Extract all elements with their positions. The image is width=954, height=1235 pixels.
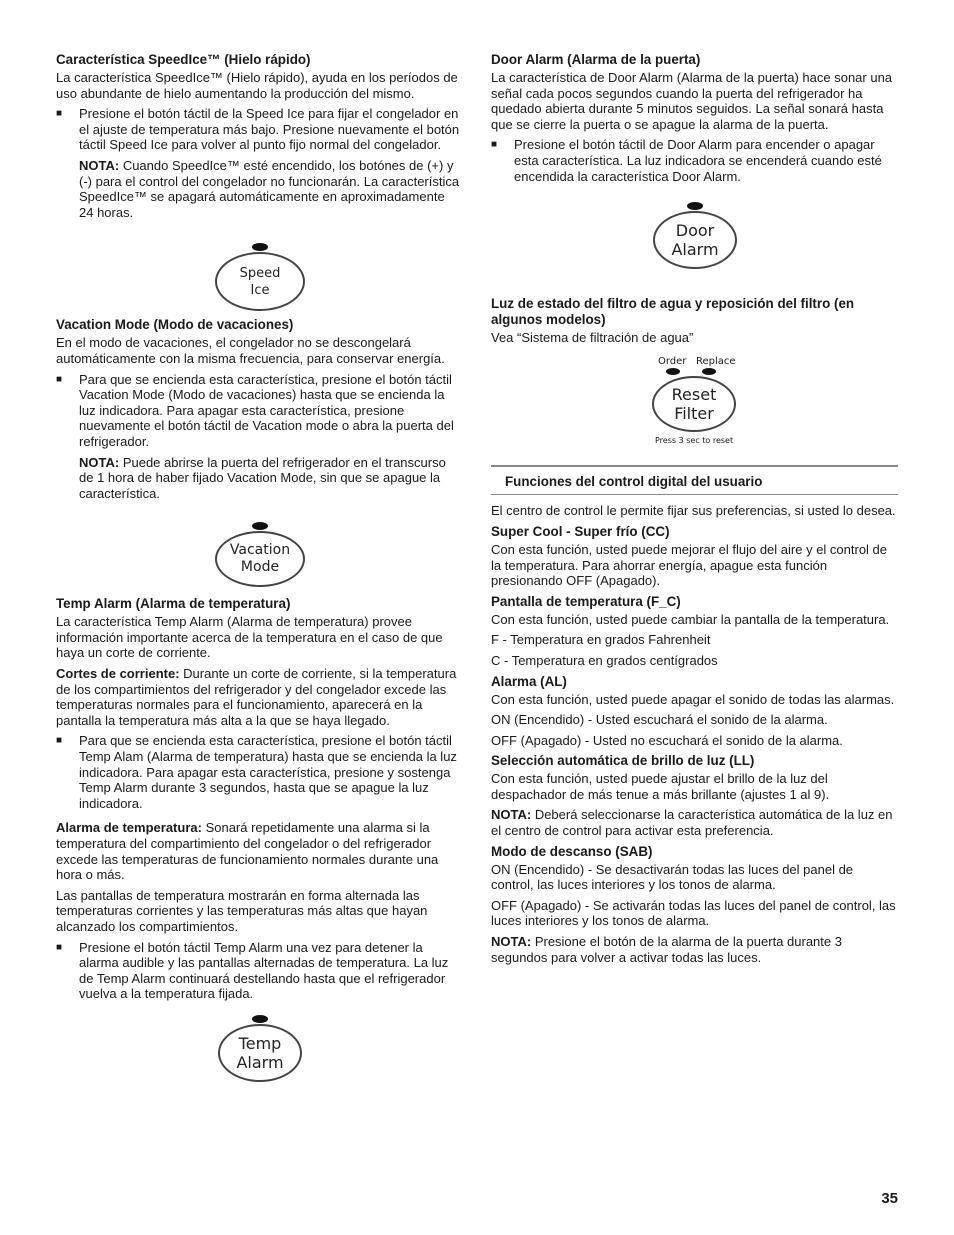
cortes-paragraph: Cortes de corriente: Durante un corte de corriente, si la temperatura de los compartimientos del refrigerador y del congelador excede las temperaturas normales para el funcionamiento, aparecerá en la pantalla la temperatura más alta a la que se haya llegado. [56,666,457,728]
ll-note: NOTA: Deberá seleccionarse la característica automática de la luz en el centro de control para activar esta preferencia. [491,807,893,839]
vacation-heading: Vacation Mode (Modo de vacaciones) [56,317,294,333]
reset-filter-button[interactable]: Reset Filter [652,376,736,432]
alarma-paragraph: Alarma de temperatura: Sonará repetidamente una alarma si la temperatura del compartimiento del congelador o del refrigerador excede las temperaturas de funcionamiento normales durante una hora o más. [56,820,439,883]
fc-f: F - Temperatura en grados Fahrenheit [491,632,711,648]
sab-note: NOTA: Presione el botón de la alarma de la puerta durante 3 segundos para volver a activar todas las luces. [491,934,842,965]
fc-text: Con esta función, usted puede cambiar la pantalla de la temperatura. [491,611,890,627]
sab-heading: Modo de descanso (SAB) [491,843,653,859]
door-button-figure [491,189,898,296]
indicator-led-icon [252,522,268,530]
vacation-bullet: ■ Para que se encienda esta característica, presione el botón táctil Vacation Mode (Modo de vacaciones) hasta que se encienda la luz indicadora. Para apagar esta característica, presione nuevamente el botón táctil de Vacation mode o abra la puerta del refrigerador. [56,371,454,449]
indicator-led-icon [252,1015,268,1023]
vacation-button-figure [56,506,460,596]
al-on: ON (Encendido) - Usted escuchará el sonido de la alarma. [491,712,828,728]
left-column [56,52,460,1087]
bullet-square-icon: ■ [56,941,63,953]
bullet-square-icon: ■ [56,735,63,747]
tempalarm-heading: Temp Alarm (Alarma de temperatura) [56,596,291,612]
al-heading: Alarma (AL) [491,673,567,689]
bullet-square-icon: ■ [56,373,63,385]
filter-heading: Luz de estado del filtro de agua y reposición del filtro (en algunos modelos) [491,296,855,328]
tempalarm-bullet-2: ■ Presione el botón táctil Temp Alarm una vez para detener la alarma audible y las pantallas alternadas de temperatura. La luz de Temp Alarm continuará destellando hasta que el refrigerador vuelva a la temperatura fijada. [56,939,449,1002]
tempalarm-bullet-1: ■ Para que se encienda esta característica, presione el botón táctil Temp Alam (Alarma de temperatura) hasta que se encienda la luz indicadora. Para apagar esta característica, presione y sostenga Temp Alarm durante 3 segundos, hasta que se apague la luz indicadora. [56,733,457,811]
order-led-icon [666,368,680,375]
sab-on: ON (Encendido) - Se desactivarán todas las luces del panel de control, las luces interiores y los tonos de alarma. [491,861,854,893]
page-number: 35 [881,1190,898,1207]
speedice-intro: La característica SpeedIce™ (Hielo rápido), ayuda en los períodos de uso abundante de hielo aumentando la producción del mismo. [56,70,458,101]
vacation-intro: En el modo de vacaciones, el congelador no se descongelará automáticamente con la misma frecuencia, para conservar energía. [56,335,445,366]
tempalarm-button-figure [56,1007,460,1087]
bullet-square-icon: ■ [491,139,498,151]
replace-led-icon [702,368,716,375]
door-intro: La característica de Door Alarm (Alarma de la puerta) hace sonar una señal cada pocos segundos cuando la puerta del refrigerador ha quedado abierta durante 5 minutos seguidos. La señal sonará hasta que se cierre la puerta o se apague la alarma de la puerta. [491,70,893,132]
door-alarm-button[interactable]: Door Alarm [653,211,737,269]
replace-label: Replace [696,355,736,367]
cc-heading: Super Cool - Super frío (CC) [491,523,670,539]
ll-text: Con esta función, usted puede ajustar el brillo de la luz del despachador de más tenue a más brillante (ajustes 1 al 9). [491,771,830,802]
pantallas-paragraph: Las pantallas de temperatura mostrarán en forma alternada las temperaturas corrientes y las temperaturas más altas que hayan alcanzado los compartimientos. [56,887,428,934]
filter-text: Vea “Sistema de filtración de agua” [491,330,694,346]
fc-heading: Pantalla de temperatura (F_C) [491,593,681,609]
speedice-note: NOTA: Cuando SpeedIce™ esté encendido, los botónes de (+) y (-) para el control del congelador no funcionarán. La característica SpeedIce™ se apagará automáticamente en aproximadamente 24 horas. [79,157,460,220]
indicator-led-icon [687,202,703,210]
speedice-button-figure [56,225,460,317]
fc-c: C - Temperatura en grados centígrados [491,652,718,668]
vacation-note: NOTA: Puede abrirse la puerta del refrigerador en el transcurso de 1 hora de haber fijado Vacation Mode, sin que se apague la característica. [79,454,446,501]
bullet-square-icon: ■ [56,108,63,120]
door-bullet: ■ Presione el botón táctil de Door Alarm para encender o apagar esta característica. La luz indicadora se encenderá cuando esté encendida la característica Door Alarm. [491,137,882,184]
temp-alarm-button[interactable]: Temp Alarm [218,1024,302,1082]
digital-section-title: Funciones del control digital del usuario [505,473,763,489]
order-label: Order [658,355,687,367]
press-reset-label: Press 3 sec to reset [655,435,734,445]
cc-text: Con esta función, usted puede mejorar el flujo del aire y el control de la temperatura. Para ahorrar energía, apague esta función presionando OFF (Apagado). [491,541,888,589]
tempalarm-intro: La característica Temp Alarm (Alarma de temperatura) provee información importante acerca de la temperatura en el caso de que haya un corte de corriente. [56,614,443,661]
digital-intro: El centro de control le permite fijar sus preferencias, si usted lo desea. [491,503,896,519]
indicator-led-icon [252,243,268,251]
door-heading: Door Alarm (Alarma de la puerta) [491,52,701,67]
ll-heading: Selección automática de brillo de luz (LL) [491,753,755,769]
speedice-bullet: ■ Presione el botón táctil de la Speed Ice para fijar el congelador en el ajuste de temperatura más bajo. Presione nuevamente el botón táctil Speed Ice para volver al punto fijo normal del congelador. [56,106,460,153]
al-off: OFF (Apagado) - Usted no escuchará el sonido de la alarma. [491,732,843,748]
al-text: Con esta función, usted puede apagar el sonido de todas las alarmas. [491,691,895,707]
speedice-heading: Característica SpeedIce™ (Hielo rápido) [56,52,311,67]
right-column [491,52,898,970]
sab-off: OFF (Apagado) - Se activarán todas las luces del panel de control, las luces interiores y los tonos de alarma. [491,897,896,929]
speed-ice-button[interactable]: Speed Ice [215,252,305,311]
vacation-mode-button[interactable]: Vacation Mode [215,531,305,587]
section-rule-bottom [491,494,898,495]
filter-button-figure [491,351,898,465]
